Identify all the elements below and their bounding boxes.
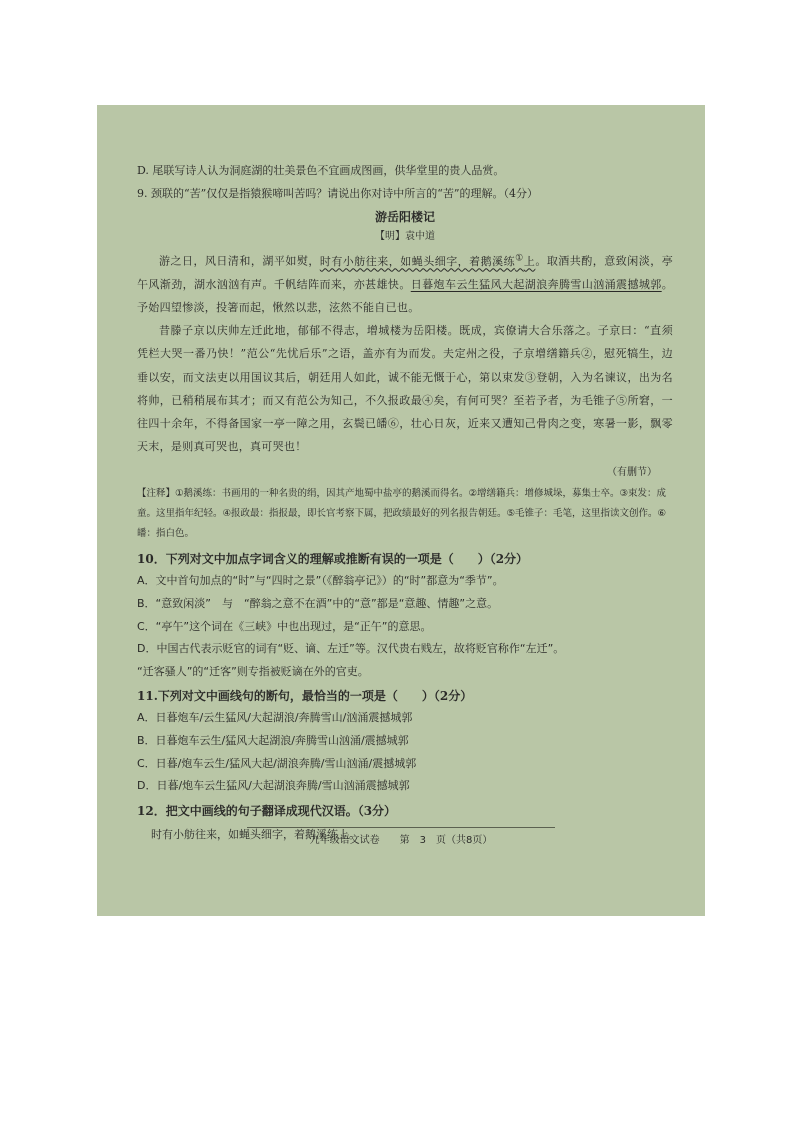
passage-annotations: 【注释】①鹅溪练：书画用的一种名贵的绢，因其产地蜀中盐亭的鹅溪而得名。②增缮籍兵：增修城垛，募集士卒。③束发：成童。这里指年纪轻。④报政最：指报最，即长官考察下属，把政绩最好的列名报告朝廷。⑤毛锥子：毛笔，这里指读文创作。⑥皤：指白色。 bbox=[137, 488, 667, 540]
passage-paragraph-1 bbox=[137, 246, 673, 319]
q10-option-b: B．“意致闲淡” 与 “醉翁之意不在酒”中的“意”都是“意趣、情趣”之意。 bbox=[137, 597, 499, 611]
passage-source-note: （有删节） bbox=[607, 467, 657, 479]
passage-p1-middle: 。取酒共酌，意致闲淡，亭午风渐劲，湖水汹汹有声。千帆结阵而来，亦甚雄快。 bbox=[137, 254, 673, 291]
page-footer: 九年级语文试卷 第 3 页（共8页） bbox=[309, 835, 493, 846]
exam-sheet-photo bbox=[97, 105, 705, 916]
q10-stem: 10．下列对文中加点字词含义的理解或推断有误的一项是（ ）（2分） bbox=[137, 552, 529, 567]
note-marker-1: ① bbox=[515, 252, 524, 263]
q10-option-d-line-2: “迁客骚人”的“迁客”则专指被贬谪在外的官吏。 bbox=[137, 664, 369, 678]
passage-p1-start: 游之日，风日清和，湖平如熨， bbox=[159, 254, 320, 268]
q8-option-d: D. 尾联写诗人认为洞庭湖的壮美景色不宜画成图画，供华堂里的贵人品赏。 bbox=[137, 164, 505, 177]
wavy-sentence-text: 时有小舫往来，如蝇头细字，着鹅溪练 bbox=[319, 254, 516, 268]
q11-option-c: C．日暮/炮车云生/猛风大起/湖浪奔腾/雪山汹涌/震撼城郭 bbox=[137, 756, 417, 770]
q11-option-d: D．日暮/炮车云生猛风/大起湖浪奔腾/雪山汹涌震撼城郭 bbox=[137, 779, 410, 793]
q11-option-a: A．日暮炮车/云生猛风/大起湖浪/奔腾雪山/汹涌震撼城郭 bbox=[137, 711, 413, 725]
q12-stem: 12．把文中画线的句子翻译成现代汉语。（3分） bbox=[137, 803, 397, 818]
wavy-underlined-sentence bbox=[319, 252, 536, 268]
q12-sentence: 时有小舫往来，如蝇头细字，着鹅溪练上。 bbox=[151, 827, 360, 841]
q10-option-d-line-1: D．中国古代表示贬官的词有“贬、谪、左迁”等。汉代贵右贱左，故将贬官称作“左迁”。 bbox=[137, 642, 565, 656]
wavy-sentence-end: 上 bbox=[523, 254, 536, 268]
passage-title: 游岳阳楼记 bbox=[374, 210, 435, 224]
q11-stem: 11.下列对文中画线句的断句，最恰当的一项是（ ）（2分） bbox=[137, 689, 473, 704]
footer-divider bbox=[247, 827, 555, 828]
q11-option-b: B．日暮炮车云生/猛风大起湖浪/奔腾雪山汹涌/震撼城郭 bbox=[137, 734, 409, 748]
passage-paragraph-2: 昔滕子京以庆帅左迁此地，郁郁不得志，增城楼为岳阳楼。既成，宾僚请大合乐落之。子京曰：“直须凭栏大哭一番乃快！”范公“先忧后乐”之语，盖亦有为而发。夫定州之役，子京增缮籍兵②，慰死犒生，边垂以安，而文法吏以用国议其后，朝廷用人如此，诚不能无慨于心，第以束发③登朝，入为名谏议，出为名将帅，已稍稍展布其才；而又有范公为知己，不久报政最④矣，有何可哭？至若予者，为毛锥子⑤所窘，一往四十余年，不得备国家一亭一障之用，玄鬓已皤⑥，壮心日灰，近来又遭知己骨肉之变，寒暑一影，飘零天末，是则真可哭也，真可哭也！ bbox=[137, 324, 673, 454]
passage-p1-end: 。予始四望惨淡，投箸而起，愀然以悲，泫然不能自已也。 bbox=[137, 277, 673, 315]
solid-underlined-sentence: 日暮炮车云生猛风大起湖浪奔腾雪山汹涌震撼城郭 bbox=[410, 277, 662, 291]
q10-option-a: A．文中首句加点的“时”与“四时之景”（《醉翁亭记》）的“时”都意为“季节”。 bbox=[137, 574, 504, 588]
q9-question: 9. 颈联的“苦”仅仅是指猿猴啼叫苦吗？请说出你对诗中所言的“苦”的理解。（4分） bbox=[137, 187, 538, 200]
passage-author: 【明】袁中道 bbox=[375, 231, 435, 242]
q10-option-c: C．“亭午”这个词在《三峡》中也出现过，是“正午”的意思。 bbox=[137, 619, 432, 633]
